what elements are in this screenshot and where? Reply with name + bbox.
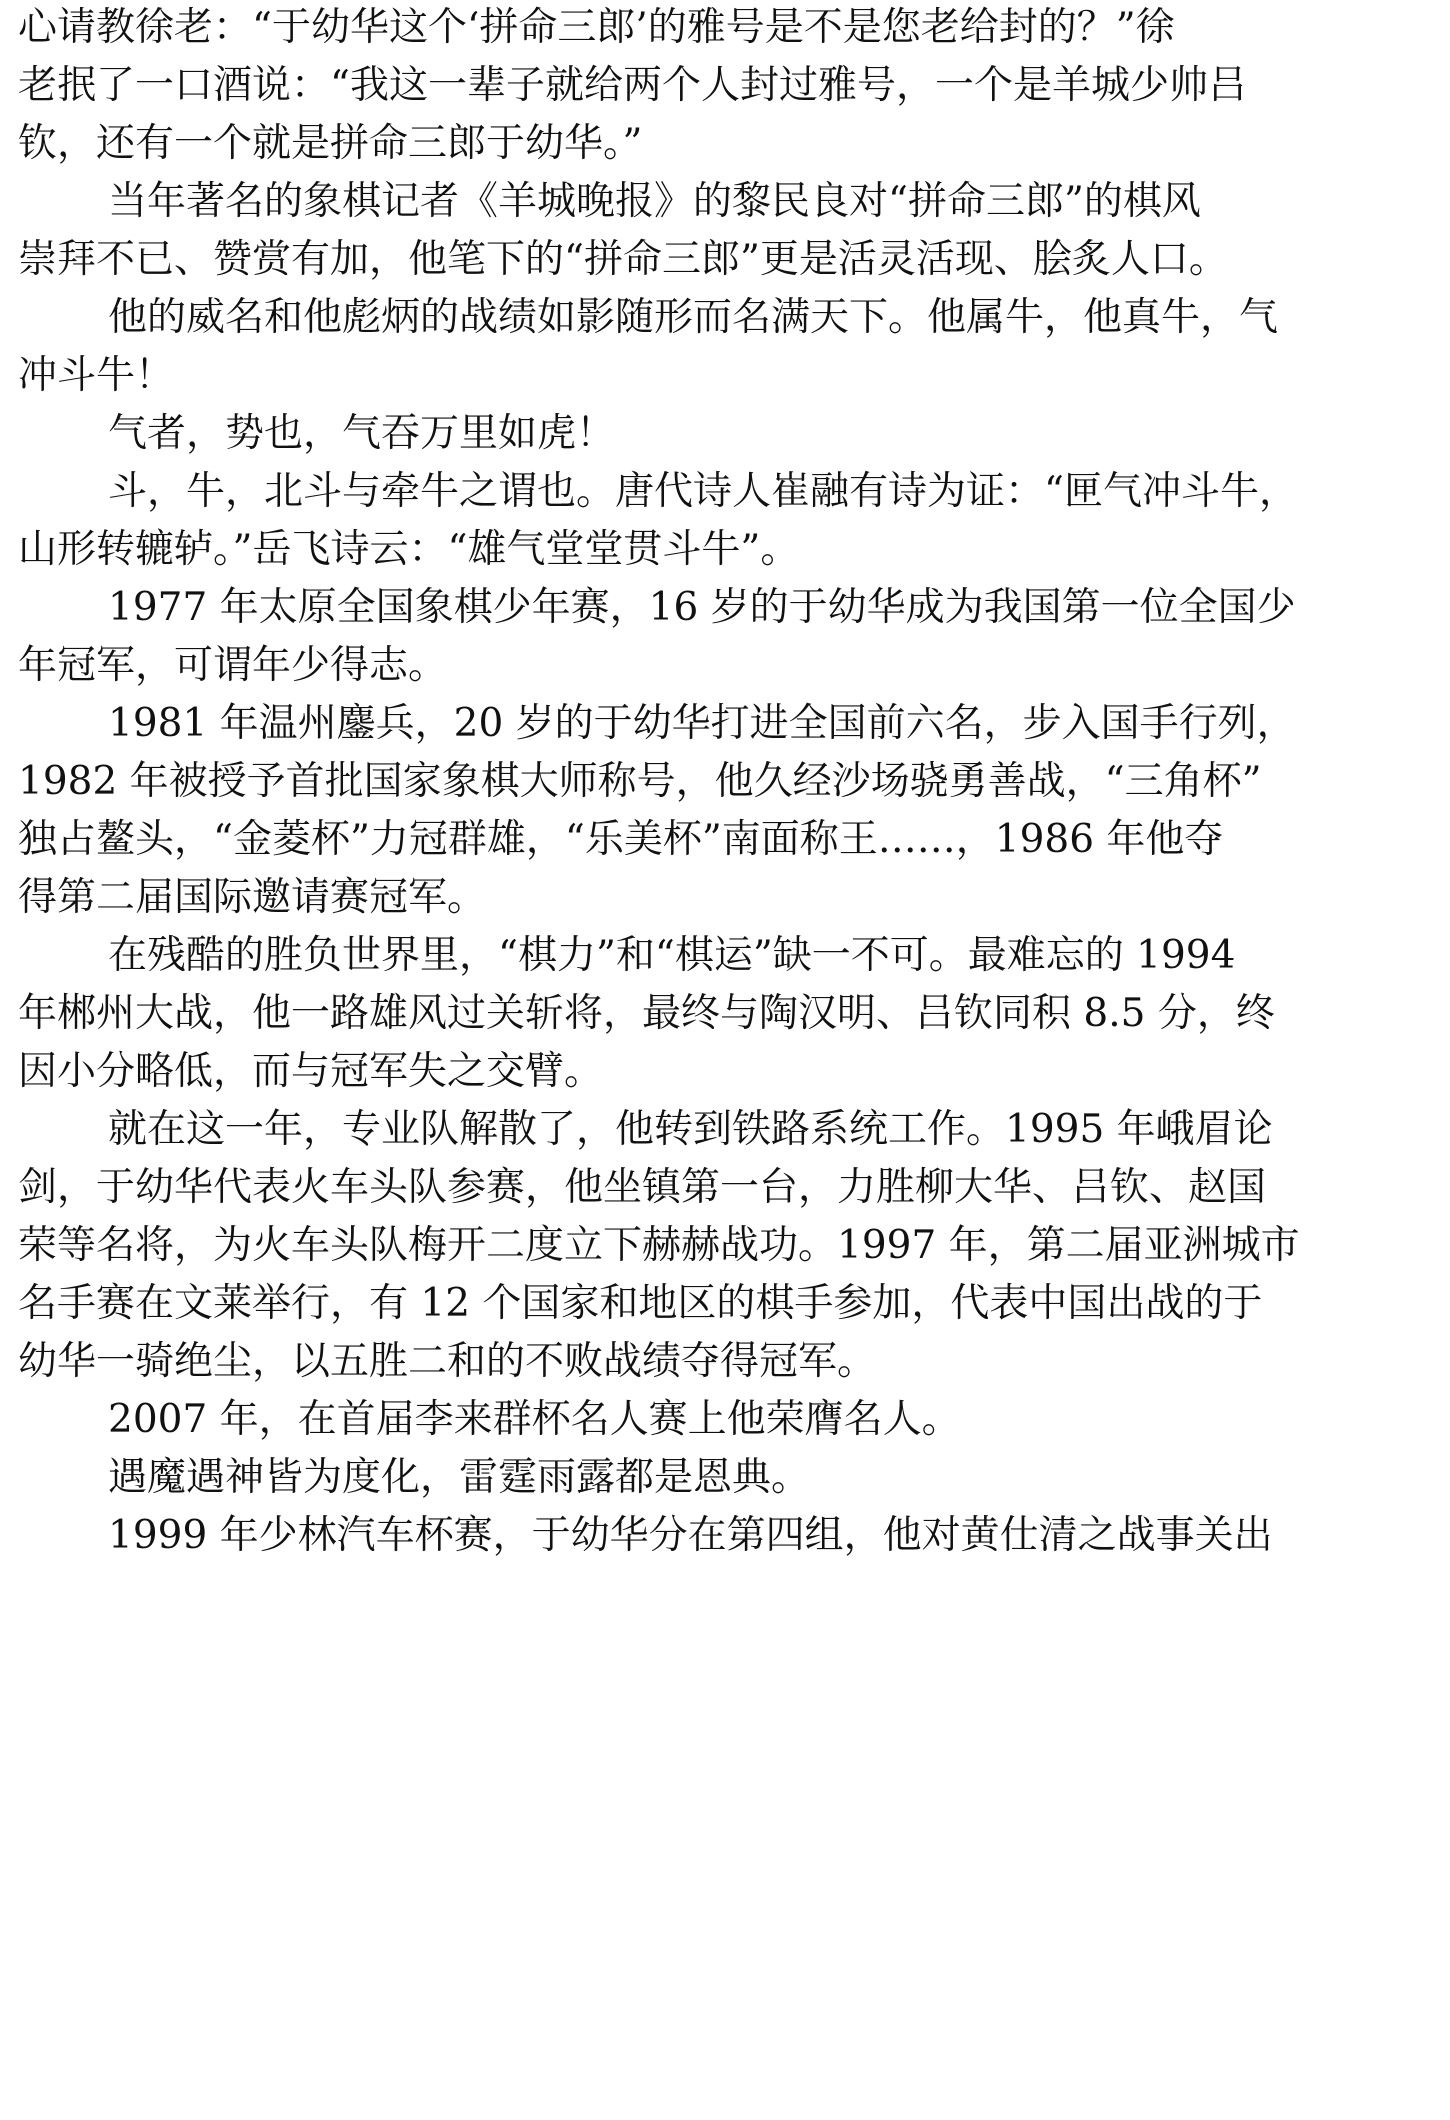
text-line: 剑，于幼华代表火车头队参赛，他坐镇第一台，力胜柳大华、吕钦、赵国 xyxy=(18,1165,1267,1210)
text-line: 1982 年被授予首批国家象棋大师称号，他久经沙场骁勇善战，“三角杯” xyxy=(18,759,1262,804)
paragraph-first-line: 2007 年，在首届李来群杯名人赛上他荣膺名人。 xyxy=(108,1397,961,1442)
text-line: 幼华一骑绝尘，以五胜二和的不败战绩夺得冠军。 xyxy=(18,1339,877,1384)
paragraph-first-line: 就在这一年，专业队解散了，他转到铁路系统工作。1995 年峨眉论 xyxy=(108,1107,1273,1152)
paragraph-first-line: 1999 年少林汽车杯赛，于幼华分在第四组，他对黄仕清之战事关出 xyxy=(108,1513,1273,1558)
paragraph-first-line: 斗，牛，北斗与牵牛之谓也。唐代诗人崔融有诗为证：“匣气冲斗牛， xyxy=(108,469,1298,514)
text-line: 冲斗牛！ xyxy=(18,353,175,398)
text-line: 荣等名将，为火车头队梅开二度立下赫赫战功。1997 年，第二届亚洲城市 xyxy=(18,1223,1300,1268)
text-line: 年冠军，可谓年少得志。 xyxy=(18,643,448,688)
paragraph-first-line: 当年著名的象棋记者《羊城晚报》的黎民良对“拼命三郎”的棋风 xyxy=(108,179,1201,224)
text-line: 心请教徐老：“于幼华这个‘拼命三郎’的雅号是不是您老给封的？”徐 xyxy=(18,5,1175,50)
text-line: 老抿了一口酒说：“我这一辈子就给两个人封过雅号，一个是羊城少帅吕 xyxy=(18,63,1247,108)
text-line: 钦，还有一个就是拼命三郎于幼华。” xyxy=(18,121,643,166)
text-line: 年郴州大战，他一路雄风过关斩将，最终与陶汉明、吕钦同积 8.5 分，终 xyxy=(18,991,1275,1036)
paragraph-first-line: 1977 年太原全国象棋少年赛，16 岁的于幼华成为我国第一位全国少 xyxy=(108,585,1296,630)
paragraph-first-line: 气者，势也，气吞万里如虎！ xyxy=(108,411,616,456)
text-line: 名手赛在文莱举行，有 12 个国家和地区的棋手参加，代表中国出战的于 xyxy=(18,1281,1263,1326)
paragraph-first-line: 他的威名和他彪炳的战绩如影随形而名满天下。他属牛，他真牛，气 xyxy=(108,295,1279,340)
paragraph-first-line: 在残酷的胜负世界里，“棋力”和“棋运”缺一不可。最难忘的 1994 xyxy=(108,933,1236,978)
document-page xyxy=(18,0,1438,2120)
paragraph-first-line: 1981 年温州鏖兵，20 岁的于幼华打进全国前六名，步入国手行列， xyxy=(108,701,1296,746)
text-line: 崇拜不已、赞赏有加，他笔下的“拼命三郎”更是活灵活现、脍炙人口。 xyxy=(18,237,1228,282)
text-line: 得第二届国际邀请赛冠军。 xyxy=(18,875,487,920)
text-line: 独占鳌头，“金菱杯”力冠群雄，“乐美杯”南面称王……，1986 年他夺 xyxy=(18,817,1224,862)
text-line: 山形转辘轳。”岳飞诗云：“雄气堂堂贯斗牛”。 xyxy=(18,527,800,572)
paragraph-first-line: 遇魔遇神皆为度化，雷霆雨露都是恩典。 xyxy=(108,1455,811,1500)
text-line: 因小分略低，而与冠军失之交臂。 xyxy=(18,1049,604,1094)
